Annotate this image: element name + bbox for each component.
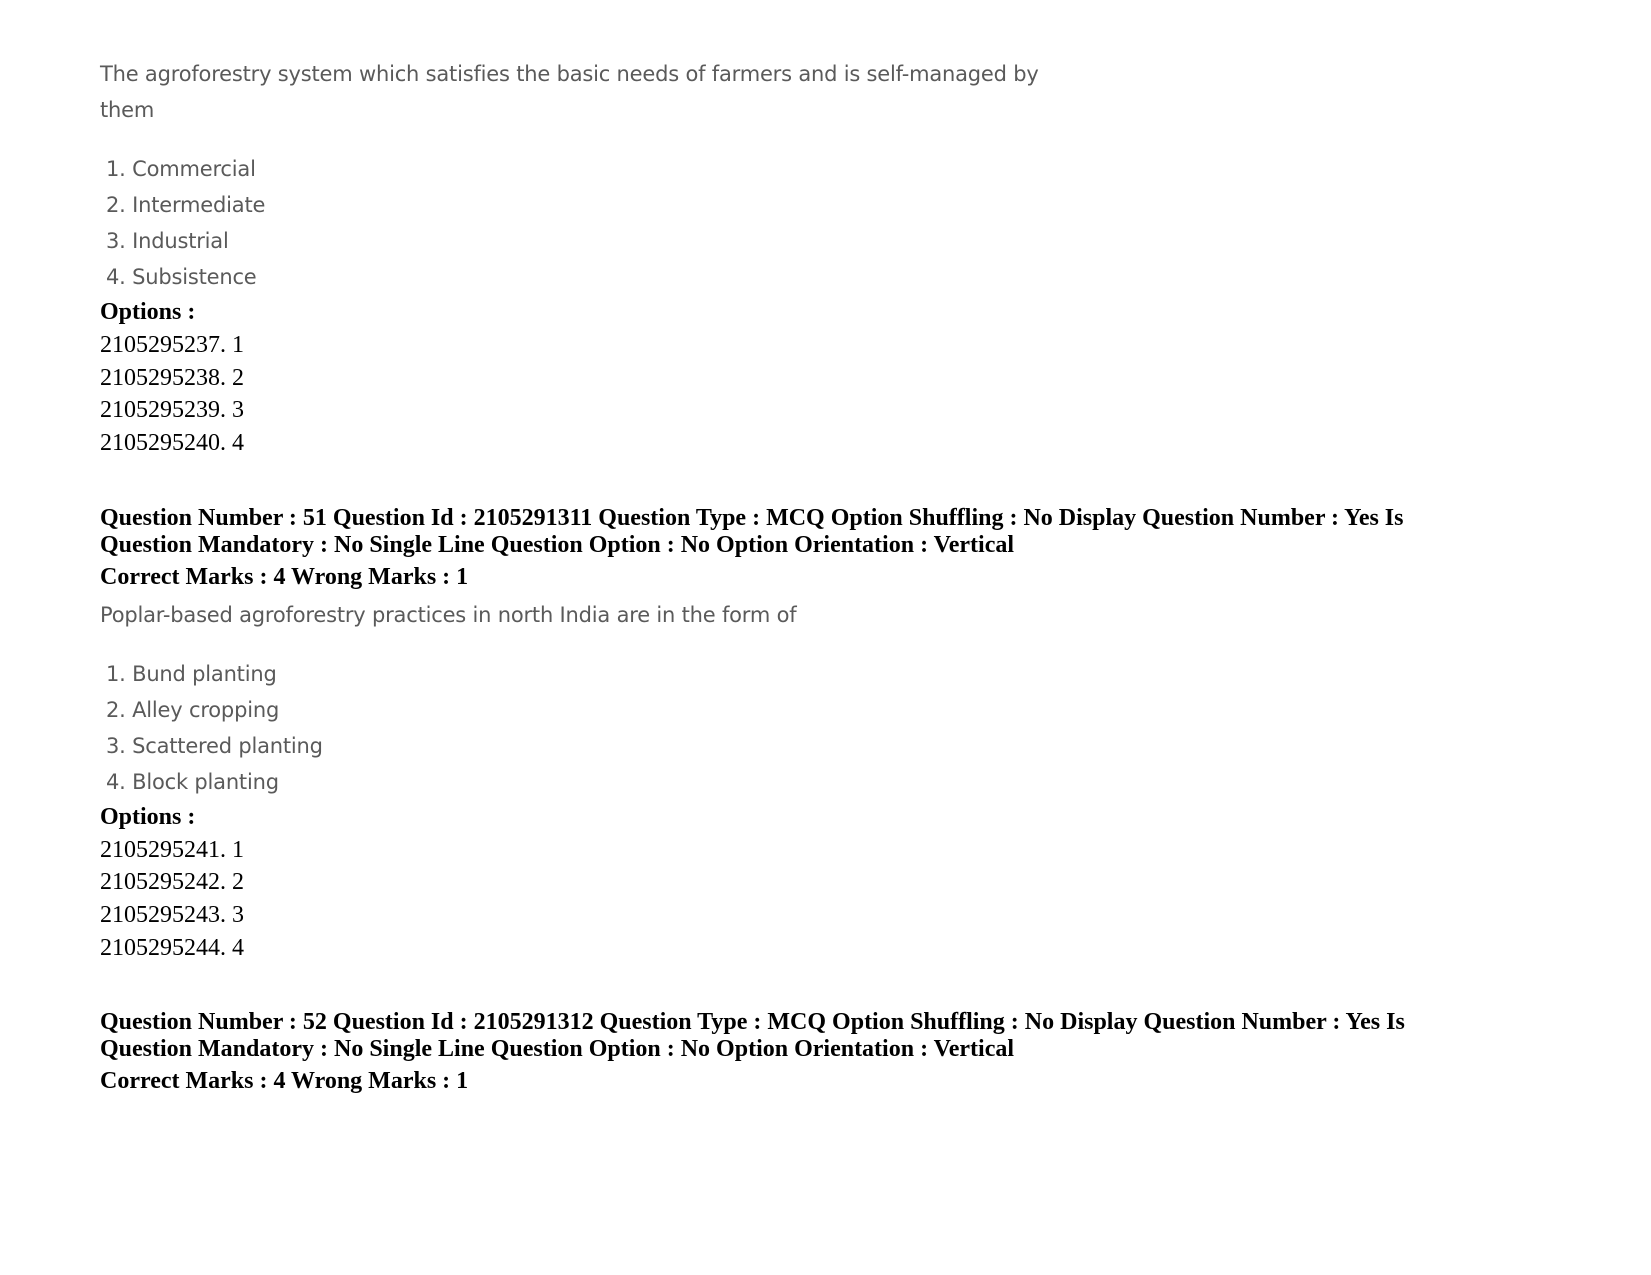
choice-item: 2. Intermediate — [106, 193, 266, 217]
choice-item: 4. Subsistence — [106, 265, 257, 289]
question-stem-line-1: The agroforestry system which satisfies the basic needs of farmers and is self-managed by — [100, 62, 1039, 86]
question-marks: Correct Marks : 4 Wrong Marks : 1 — [100, 564, 469, 590]
options-label: Options : — [100, 804, 196, 830]
choice-item: 2. Alley cropping — [106, 698, 280, 722]
choice-item: 1. Commercial — [106, 157, 256, 181]
option-id: 2105295240. 4 — [100, 430, 244, 456]
option-id: 2105295238. 2 — [100, 365, 244, 391]
question-stem-line-2: them — [100, 98, 155, 122]
option-id: 2105295241. 1 — [100, 837, 244, 863]
question-marks: Correct Marks : 4 Wrong Marks : 1 — [100, 1068, 469, 1094]
option-id: 2105295239. 3 — [100, 397, 244, 423]
question-header-line-1: Question Number : 51 Question Id : 2105291311 Question Type : MCQ Option Shuffling : No Display Question Number : Yes Is — [100, 505, 1404, 531]
question-header-line-2: Question Mandatory : No Single Line Question Option : No Option Orientation : Vertical — [100, 1036, 1015, 1062]
question-header-line-2: Question Mandatory : No Single Line Question Option : No Option Orientation : Vertical — [100, 532, 1015, 558]
question-stem: Poplar-based agroforestry practices in north India are in the form of — [100, 603, 797, 627]
choice-item: 4. Block planting — [106, 770, 279, 794]
choice-item: 3. Scattered planting — [106, 734, 323, 758]
options-label: Options : — [100, 299, 196, 325]
option-id: 2105295237. 1 — [100, 332, 244, 358]
choice-item: 3. Industrial — [106, 229, 229, 253]
option-id: 2105295243. 3 — [100, 902, 244, 928]
choice-item: 1. Bund planting — [106, 662, 277, 686]
option-id: 2105295242. 2 — [100, 869, 244, 895]
question-header-line-1: Question Number : 52 Question Id : 2105291312 Question Type : MCQ Option Shuffling : No Display Question Number : Yes Is — [100, 1009, 1405, 1035]
option-id: 2105295244. 4 — [100, 935, 244, 961]
